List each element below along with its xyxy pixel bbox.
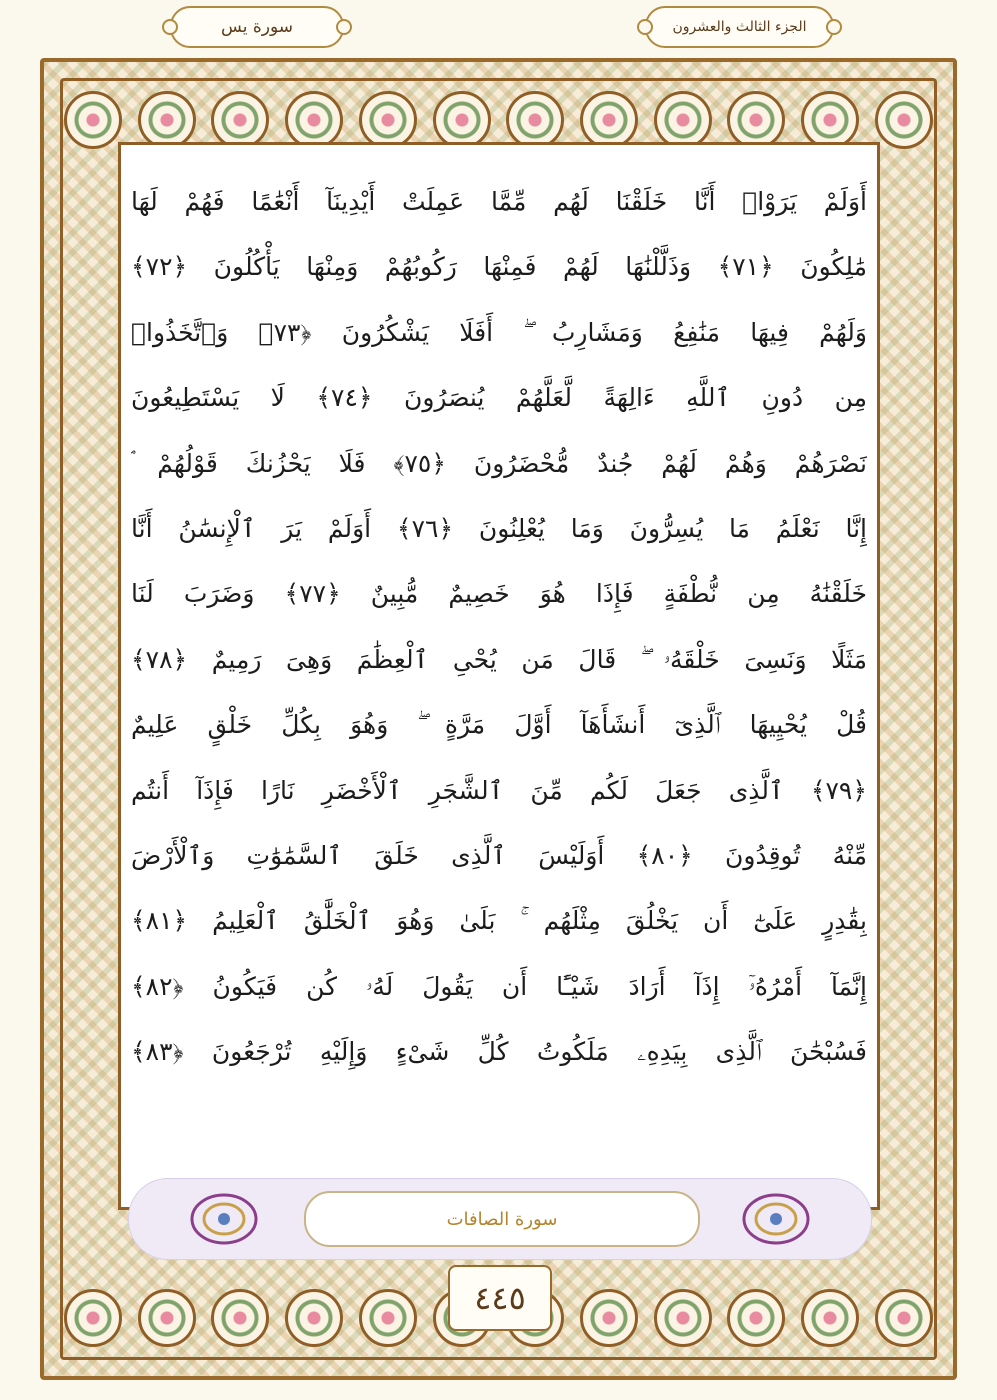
floral-medallion-icon <box>211 1289 269 1347</box>
verse-line: فَسُبْحَٰنَ ٱلَّذِى بِيَدِهِۦ مَلَكُوتُ كُلِّ شَىْءٍ وَإِلَيْهِ تُرْجَعُونَ ﴿٨٣﴾ <box>131 1037 867 1067</box>
verse-line: إِنَّا نَعْلَمُ مَا يُسِرُّونَ وَمَا يُعْلِنُونَ ﴿٧٦﴾ أَوَلَمْ يَرَ ٱلْإِنسَٰنُ أَنَّا <box>131 513 867 543</box>
floral-medallion-icon <box>64 91 122 149</box>
next-surah-title: سورة الصافات <box>304 1191 700 1247</box>
label-cap-icon <box>336 19 352 35</box>
verse-line: نَصْرَهُمْ وَهُمْ لَهُمْ جُندٌ مُّحْضَرُونَ ﴿٧٥﴾ فَلَا يَحْزُنكَ قَوْلُهُمْ ۘ <box>131 448 867 478</box>
floral-medallion-icon <box>727 1289 785 1347</box>
label-cap-icon <box>826 19 842 35</box>
floral-medallion-icon <box>506 91 564 149</box>
verse-line: ﴿٧٩﴾ ٱلَّذِى جَعَلَ لَكُم مِّنَ ٱلشَّجَرِ ٱلْأَخْضَرِ نَارًا فَإِذَآ أَنتُم <box>131 775 867 805</box>
verse-text-area <box>118 142 880 1210</box>
floral-medallion-icon <box>580 1289 638 1347</box>
verse-line: مَثَلًا وَنَسِىَ خَلْقَهُۥ ۖ قَالَ مَن يُحْىِ ٱلْعِظَٰمَ وَهِىَ رَمِيمٌ ﴿٧٨﴾ <box>131 644 867 674</box>
floral-medallion-icon <box>875 91 933 149</box>
page-number: ٤٤٥ <box>448 1265 552 1331</box>
floral-medallion-icon <box>433 91 491 149</box>
verse-line: إِنَّمَآ أَمْرُهُۥٓ إِذَآ أَرَادَ شَيْـًٔا أَن يَقُولَ لَهُۥ كُن فَيَكُونُ ﴿٨٢﴾ <box>131 971 867 1001</box>
arabesque-medallion-icon <box>189 1191 259 1247</box>
label-cap-icon <box>162 19 178 35</box>
floral-medallion-icon <box>654 1289 712 1347</box>
verse-line: أَوَلَمْ يَرَوْا۟ أَنَّا خَلَقْنَا لَهُم مِّمَّا عَمِلَتْ أَيْدِينَآ أَنْعَٰمًا فَهُمْ لَهَا <box>131 187 867 216</box>
floral-medallion-icon <box>64 1289 122 1347</box>
verse-line: بِقَٰدِرٍ عَلَىٰٓ أَن يَخْلُقَ مِثْلَهُم ۚ بَلَىٰ وَهُوَ ٱلْخَلَّٰقُ ٱلْعَلِيمُ ﴿٨١﴾ <box>131 906 867 936</box>
floral-medallion-icon <box>211 91 269 149</box>
next-surah-banner <box>128 1178 872 1260</box>
arabesque-medallion-icon <box>741 1191 811 1247</box>
floral-medallion-icon <box>654 91 712 149</box>
label-cap-icon <box>637 19 653 35</box>
floral-medallion-icon <box>801 91 859 149</box>
juz-label-text: الجزء الثالث والعشرون <box>672 19 807 35</box>
floral-medallion-icon <box>359 1289 417 1347</box>
verse-line: مَٰلِكُونَ ﴿٧١﴾ وَذَلَّلْنَٰهَا لَهُمْ فَمِنْهَا رَكُوبُهُمْ وَمِنْهَا يَأْكُلُونَ ﴿٧٢﴾ <box>131 252 867 282</box>
surah-label-text: سورة يس <box>221 17 293 37</box>
verse-line: قُلْ يُحْيِيهَا ٱلَّذِىٓ أَنشَأَهَآ أَوَّلَ مَرَّةٍ ۖ وَهُوَ بِكُلِّ خَلْقٍ عَلِيمٌ <box>131 710 867 740</box>
floral-medallion-icon <box>580 91 638 149</box>
verse-line: خَلَقْنَٰهُ مِن نُّطْفَةٍ فَإِذَا هُوَ خَصِيمٌ مُّبِينٌ ﴿٧٧﴾ وَضَرَبَ لَنَا <box>131 579 867 609</box>
verse-line: مِّنْهُ تُوقِدُونَ ﴿٨٠﴾ أَوَلَيْسَ ٱلَّذِى خَلَقَ ٱلسَّمَٰوَٰتِ وَٱلْأَرْضَ <box>131 840 867 870</box>
floral-medallion-icon <box>875 1289 933 1347</box>
floral-medallion-icon <box>727 91 785 149</box>
verse-line: وَلَهُمْ فِيهَا مَنَٰفِعُ وَمَشَارِبُ ۖ أَفَلَا يَشْكُرُونَ ﴿٧٣﴾ وَٱتَّخَذُوا۟ <box>131 317 867 347</box>
floral-medallion-icon <box>285 91 343 149</box>
surah-label <box>170 6 344 48</box>
floral-medallion-icon <box>801 1289 859 1347</box>
verse-line: مِن دُونِ ٱللَّهِ ءَالِهَةً لَّعَلَّهُمْ يُنصَرُونَ ﴿٧٤﴾ لَا يَسْتَطِيعُونَ <box>131 383 867 413</box>
floral-medallion-icon <box>285 1289 343 1347</box>
juz-label <box>645 6 834 48</box>
floral-medallion-icon <box>138 1289 196 1347</box>
floral-medallion-icon <box>138 91 196 149</box>
floral-medallion-icon <box>359 91 417 149</box>
verse-lines <box>131 173 867 1088</box>
